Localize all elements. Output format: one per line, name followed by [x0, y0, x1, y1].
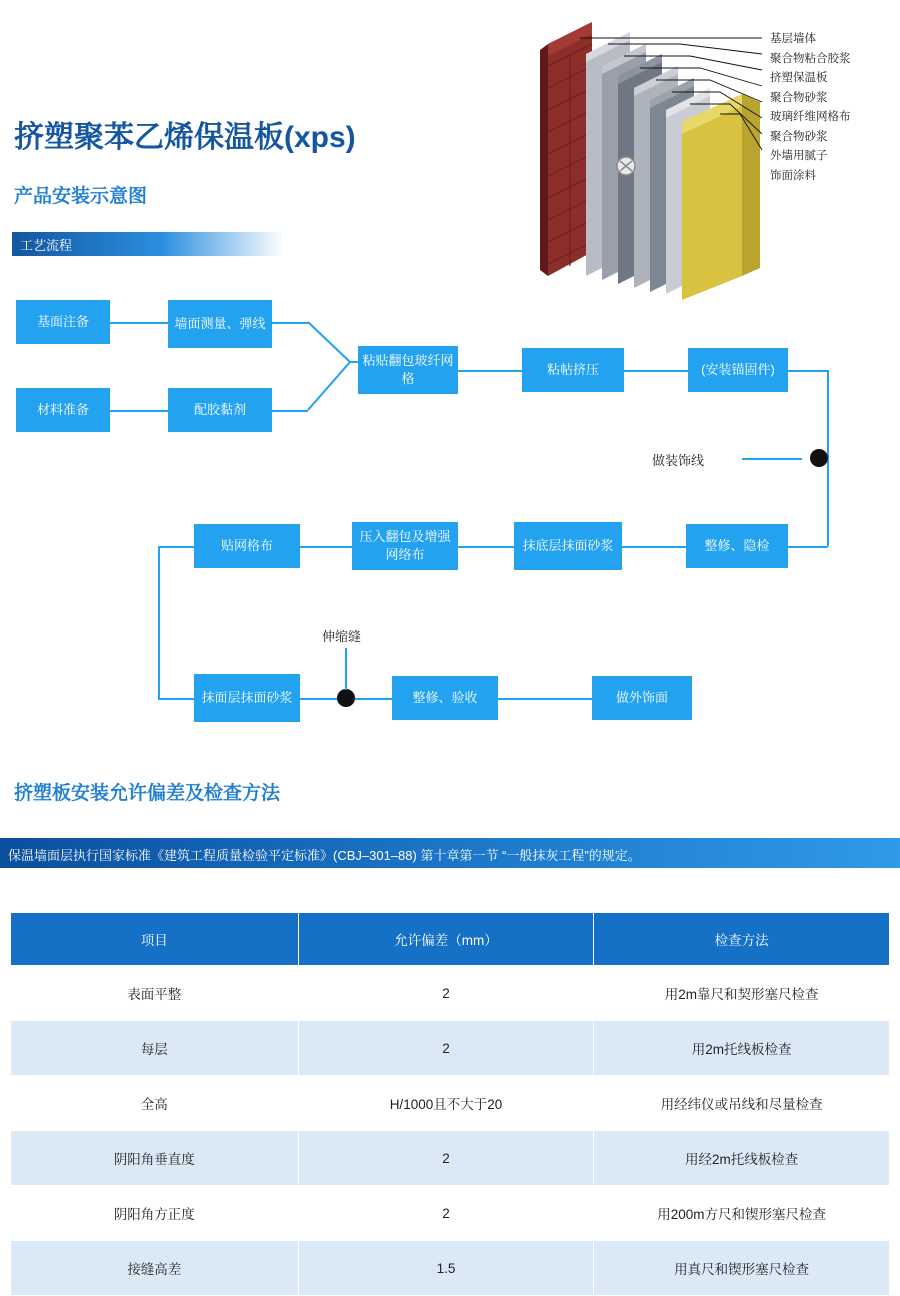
flow-line: [345, 648, 347, 690]
cell-tolerance: 2: [298, 1186, 594, 1241]
cell-tolerance: 2: [298, 1021, 594, 1076]
cell-method: 用真尺和锲形塞尺检查: [594, 1241, 890, 1296]
col-header-item: 项目: [11, 913, 299, 966]
illustration-callouts: [770, 30, 851, 186]
flow-node-finish-mortar[interactable]: 抹面层抹面砂浆: [194, 674, 300, 722]
cell-item: 全高: [11, 1076, 299, 1131]
flow-line: [742, 458, 802, 460]
callout-1: 聚合物粘合胶浆: [770, 52, 851, 65]
callout-4: 玻璃纤维网格布: [770, 111, 851, 123]
cell-method: 用200m方尺和锲形塞尺检查: [594, 1186, 890, 1241]
cell-tolerance: 1.5: [298, 1241, 594, 1296]
cell-method: 用2m靠尺和契形塞尺检查: [594, 966, 890, 1021]
flow-node-repair-accept[interactable]: 整修、验收: [392, 676, 498, 720]
flow-node-paste-press[interactable]: 粘帖挤压: [522, 348, 624, 392]
flow-line: [300, 546, 352, 548]
flow-line: [158, 546, 160, 698]
standard-note-text: 保温墙面层执行国家标准《建筑工程质量检验平定标准》(CBJ–301–88) 第十章第一节 “一般抹灰工程”的规定。: [8, 848, 641, 863]
section-subtitle: 产品安装示意图: [14, 186, 148, 207]
flow-converge: [300, 312, 360, 422]
flow-line: [458, 546, 514, 548]
flow-node-install-anchors[interactable]: (安装锚固件): [688, 348, 788, 392]
standard-note-bar: [0, 838, 900, 868]
cell-item: 接缝高差: [11, 1241, 299, 1296]
spec-section-title: 挤塑板安装允许偏差及检查方法: [14, 783, 281, 804]
expansion-joint-node: [337, 689, 355, 707]
callout-5: 聚合物砂浆: [770, 130, 828, 143]
decoration-line-node: [810, 449, 828, 467]
cell-method: 用经2m托线板检查: [594, 1131, 890, 1186]
table-header-row: [11, 913, 890, 966]
callout-0: 基层墙体: [770, 33, 816, 45]
flow-node-material-prep[interactable]: 材料准备: [16, 388, 110, 432]
cell-tolerance: 2: [298, 966, 594, 1021]
flow-node-base-prep[interactable]: 基面注备: [16, 300, 110, 344]
flow-line: [622, 546, 686, 548]
flow-node-wall-measure[interactable]: 墙面测量、弹线: [168, 300, 272, 348]
callout-2: 挤塑保温板: [770, 72, 828, 84]
flow-line: [158, 546, 194, 548]
flow-node-paste-wrap-mesh[interactable]: 粘贴翻包玻纤网格: [358, 346, 458, 394]
cell-method: 用经纬仪或吊线和尽量检查: [594, 1076, 890, 1131]
table-row: [11, 1186, 890, 1241]
cell-item: 阴阳角方正度: [11, 1186, 299, 1241]
flow-node-exterior-finish[interactable]: 做外饰面: [592, 676, 692, 720]
flow-node-base-mortar[interactable]: 抹底层抹面砂浆: [514, 522, 622, 570]
flow-node-press-wrap-reinforce[interactable]: 压入翻包及增强网络布: [352, 522, 458, 570]
flow-line: [624, 370, 688, 372]
annotation-expansion-joint: 伸缩缝: [322, 629, 362, 644]
col-header-tolerance: 允许偏差（mm）: [298, 913, 594, 966]
flow-line: [788, 370, 828, 372]
flow-line: [458, 370, 522, 372]
table-row: [11, 1131, 890, 1186]
flow-node-mix-adhesive[interactable]: 配胶黏剂: [168, 388, 272, 432]
cell-item: 每层: [11, 1021, 299, 1076]
cell-tolerance: 2: [298, 1131, 594, 1186]
annotation-decoration-line: 做装饰线: [652, 453, 705, 468]
flow-node-repair-inspect[interactable]: 整修、隐检: [686, 524, 788, 568]
cell-method: 用2m托线板检查: [594, 1021, 890, 1076]
flow-line: [110, 410, 168, 412]
flow-line: [110, 322, 168, 324]
table-row: [11, 1241, 890, 1296]
cell-tolerance: H/1000且不大于20: [298, 1076, 594, 1131]
callout-7: 饰面涂料: [770, 169, 816, 182]
callout-3: 聚合物砂浆: [770, 91, 828, 104]
flow-banner-label: 工艺流程: [20, 238, 73, 253]
flow-line: [158, 698, 194, 700]
flow-line: [498, 698, 592, 700]
cell-item: 阴阳角垂直度: [11, 1131, 299, 1186]
flow-node-apply-mesh[interactable]: 贴网格布: [194, 524, 300, 568]
col-header-method: 检查方法: [594, 913, 890, 966]
flow-line: [788, 546, 828, 548]
spec-table: [10, 912, 890, 1296]
flow-banner: [12, 232, 284, 256]
table-row: [11, 966, 890, 1021]
table-row: [11, 1076, 890, 1131]
table-row: [11, 1021, 890, 1076]
callout-6: 外墙用腻子: [770, 150, 828, 162]
page-title: 挤塑聚苯乙烯保温板(xps): [14, 121, 356, 154]
cell-item: 表面平整: [11, 966, 299, 1021]
